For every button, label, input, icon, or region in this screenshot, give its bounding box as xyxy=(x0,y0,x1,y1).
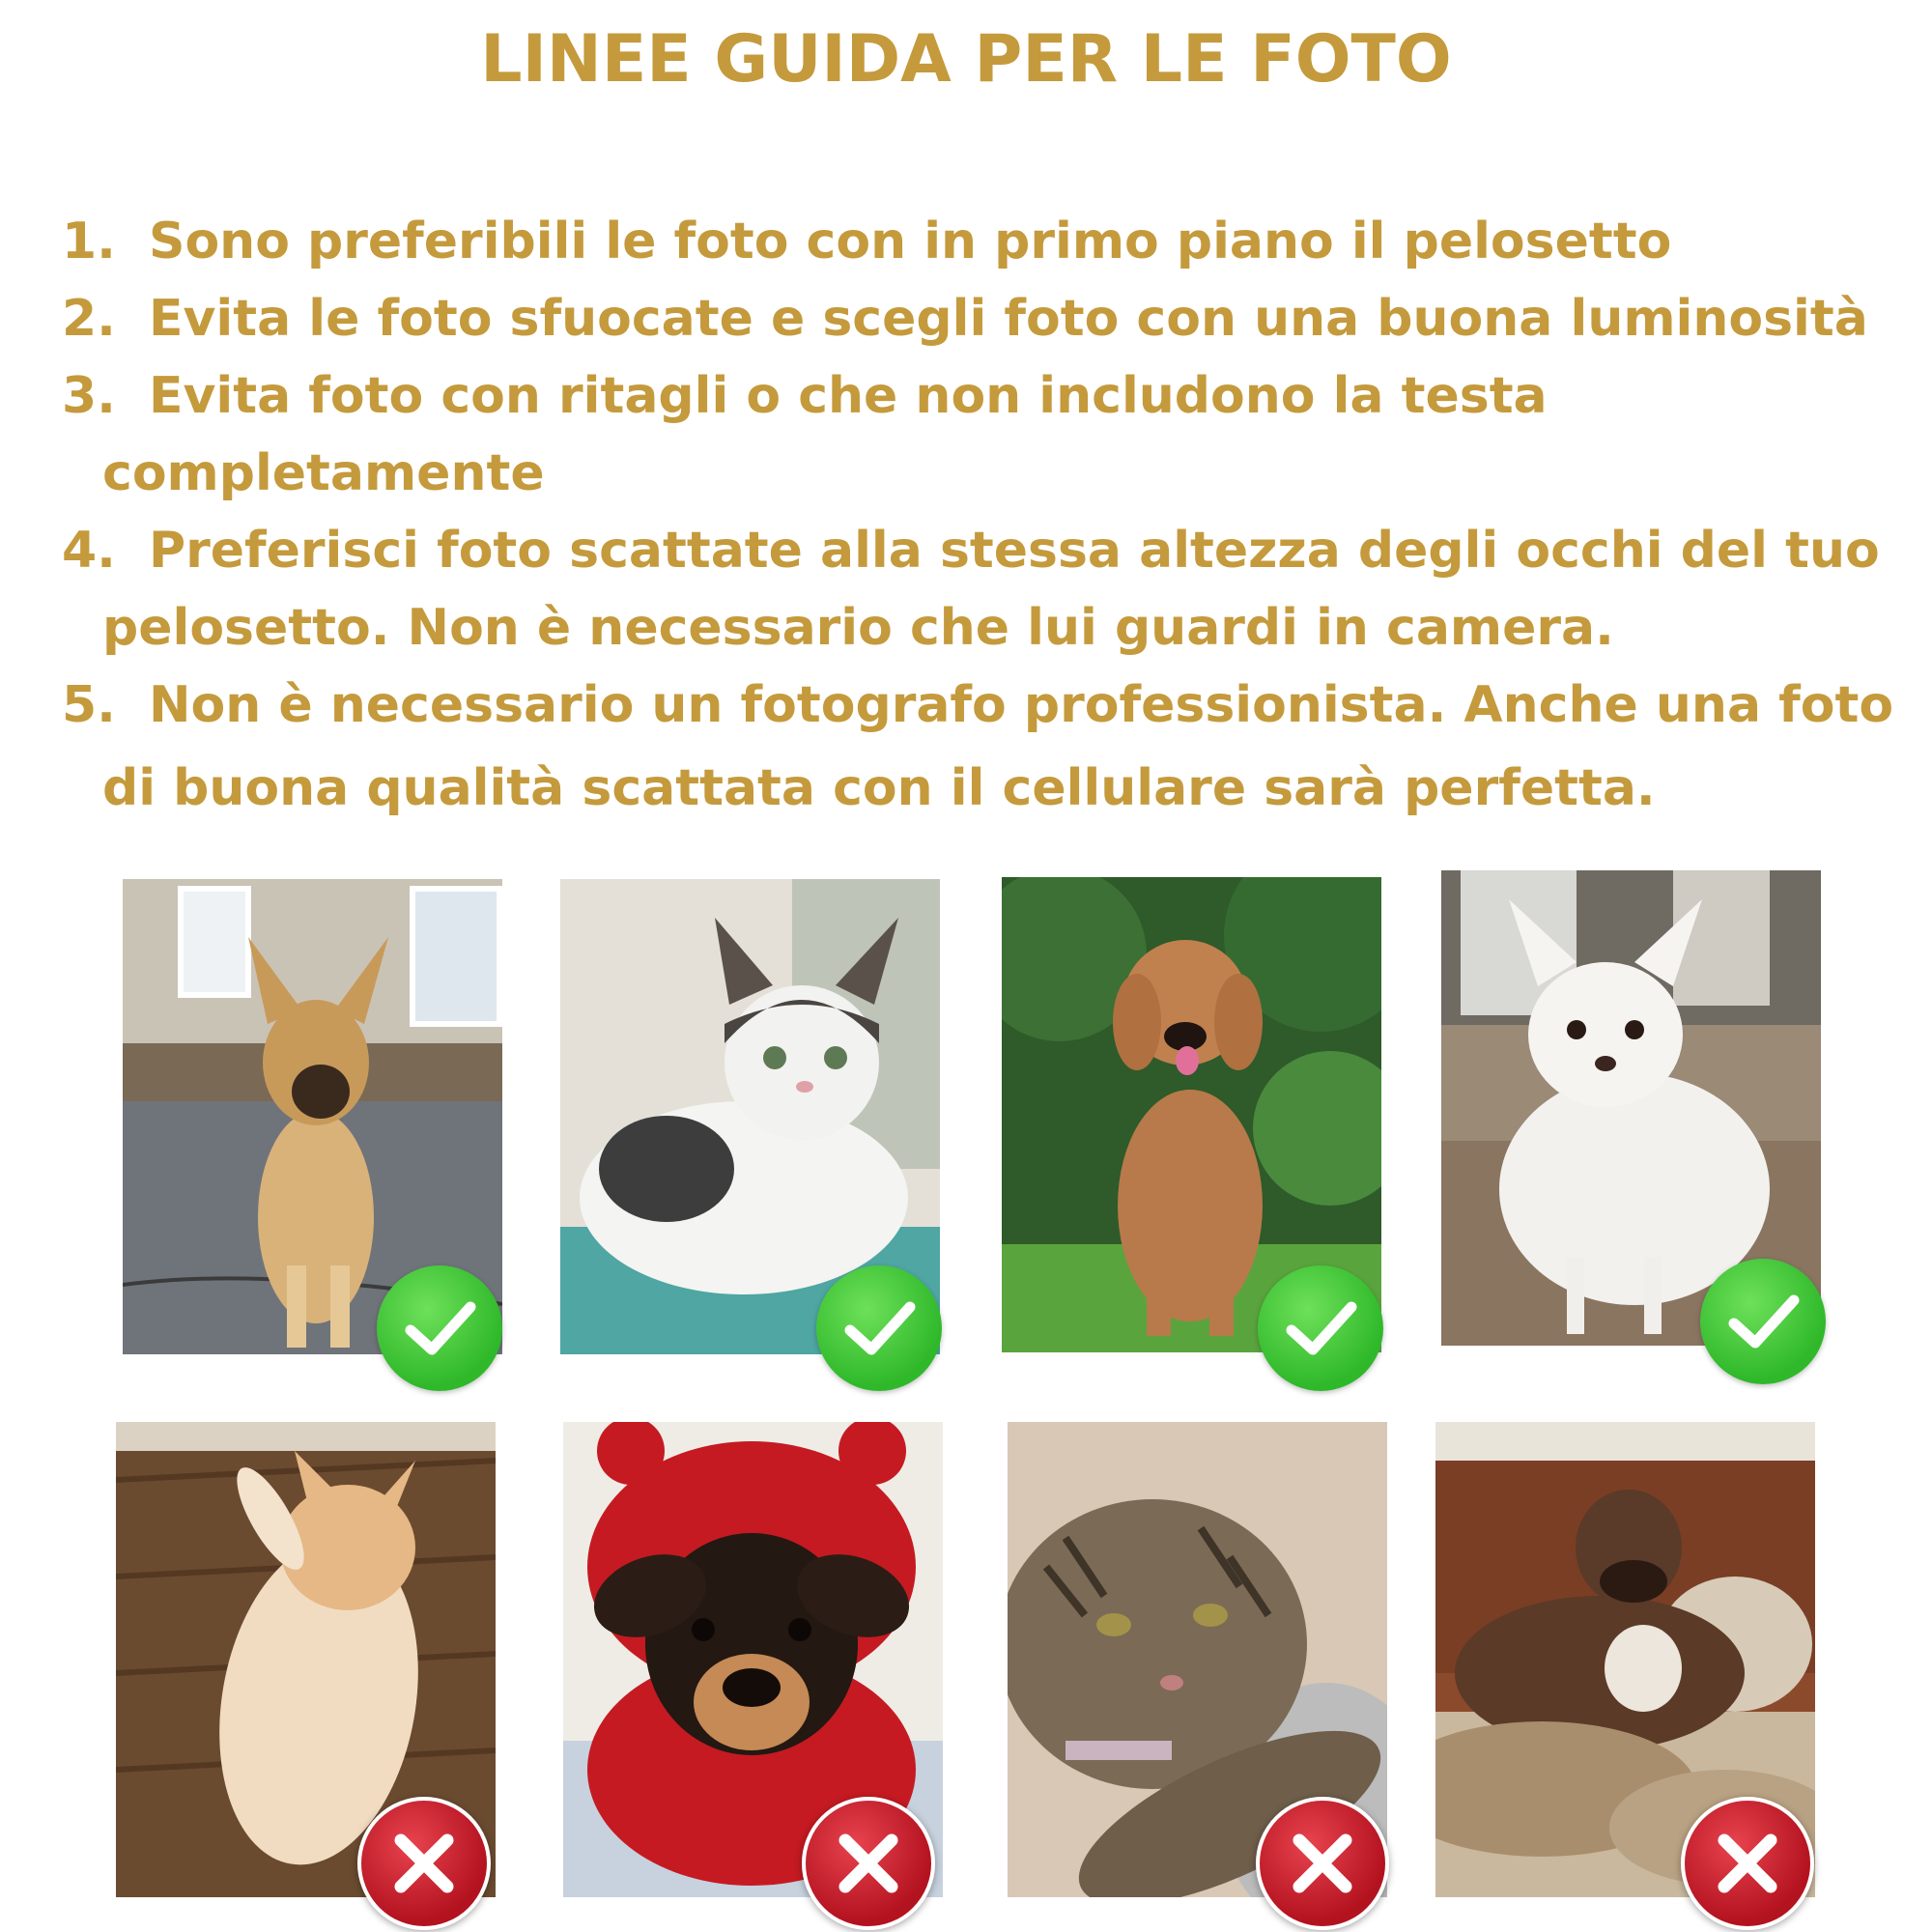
guideline-item xyxy=(62,512,1897,667)
cross-badge xyxy=(1681,1797,1814,1930)
guideline-item xyxy=(62,203,1897,280)
check-icon xyxy=(1724,1283,1802,1360)
guideline-item xyxy=(62,667,1897,827)
cross-badge xyxy=(1256,1797,1389,1930)
guideline-item xyxy=(62,280,1897,357)
guideline-text-continued: pelosetto. Non è necessario che lui guardi in camera. xyxy=(102,599,1614,657)
guideline-number: 2. xyxy=(62,290,116,348)
cross-icon xyxy=(1709,1825,1786,1902)
check-badge xyxy=(1258,1265,1383,1391)
guideline-text: Sono preferibili le foto con in primo piano il pelosetto xyxy=(149,213,1672,270)
guideline-text: Non è necessario un fotografo professionista. Anche una foto xyxy=(149,676,1894,734)
cross-badge xyxy=(357,1797,491,1930)
cross-icon xyxy=(830,1825,907,1902)
guideline-item xyxy=(62,357,1897,512)
check-badge xyxy=(377,1265,502,1391)
cross-icon xyxy=(385,1825,463,1902)
guideline-number: 1. xyxy=(62,213,116,270)
guideline-text: Evita le foto sfuocate e scegli foto con una buona luminosità xyxy=(149,290,1868,348)
guideline-text: Preferisci foto scattate alla stessa altezza degli occhi del tuo xyxy=(149,522,1880,580)
check-icon xyxy=(1282,1290,1359,1367)
guideline-text-continued: di buona qualità scattata con il cellulare sarà perfetta. xyxy=(102,759,1656,817)
check-icon xyxy=(840,1290,918,1367)
check-badge xyxy=(1700,1259,1826,1384)
guideline-number: 4. xyxy=(62,522,116,580)
guideline-number: 5. xyxy=(62,676,116,734)
cross-icon xyxy=(1284,1825,1361,1902)
guideline-number: 3. xyxy=(62,367,116,425)
guideline-text-continued: completamente xyxy=(102,444,545,502)
check-badge xyxy=(816,1265,942,1391)
guidelines-list xyxy=(62,203,1897,827)
check-icon xyxy=(401,1290,478,1367)
guideline-text: Evita foto con ritagli o che non includono la testa xyxy=(149,367,1548,425)
cross-badge xyxy=(802,1797,935,1930)
page-title: LINEE GUIDA PER LE FOTO xyxy=(480,21,1452,98)
